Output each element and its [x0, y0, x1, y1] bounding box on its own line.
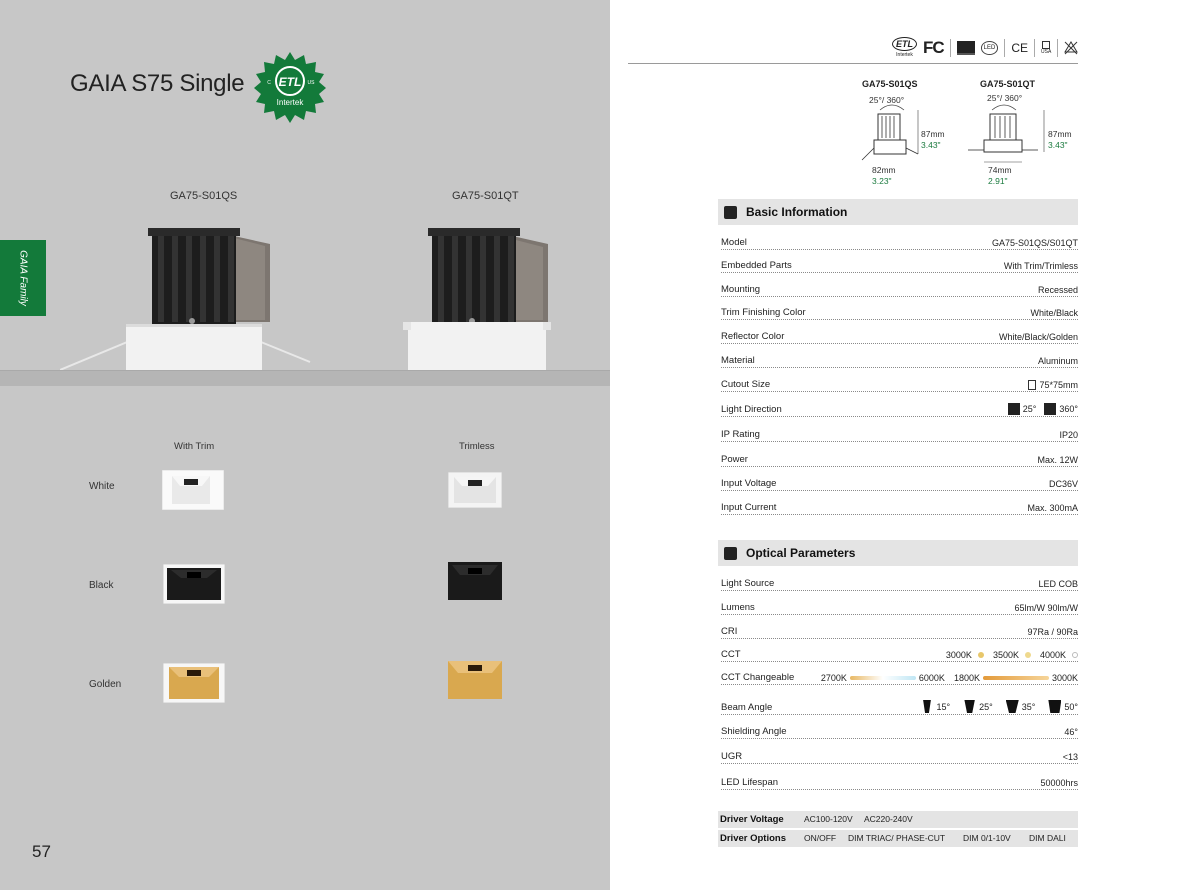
model-label-qs: GA75-S01QS — [170, 190, 238, 202]
driver-options-row: Driver Options ON/OFF DIM TRIAC/ PHASE-CUT DIM 0/1-10V DIM DALI — [718, 830, 1078, 847]
product-photo-with-trim — [60, 222, 320, 392]
cct-3500k-dot — [1025, 652, 1031, 658]
dim-width-qs: 82mm 3.23" — [872, 165, 896, 186]
spec-row-reflector-color: Reflector Color White/Black/Golden — [721, 326, 1078, 344]
optical-parameters-header: Optical Parameters — [718, 540, 1078, 566]
spec-row-shielding-angle: Shielding Angle 46° — [721, 721, 1078, 739]
cert-divider — [1004, 39, 1005, 57]
cct-gradient-bar — [850, 676, 916, 680]
spec-row-light-direction: Light Direction 25° 360° — [721, 399, 1078, 417]
family-tab[interactable] — [0, 240, 46, 316]
dim-angle-qt: 25°/ 360° — [987, 93, 1023, 103]
cert-divider — [1057, 39, 1058, 57]
spec-row-ip-rating: IP Rating IP20 — [721, 424, 1078, 442]
tilt-icon — [1008, 403, 1020, 415]
spec-row-led-lifespan: LED Lifespan 50000hrs — [721, 772, 1078, 790]
spec-row-input-current: Input Current Max. 300mA — [721, 497, 1078, 515]
fcc-cert-icon: FC — [923, 38, 944, 57]
spec-row-embedded-parts: Embedded Parts With Trim/Trimless — [721, 255, 1078, 273]
beam-35-icon — [1006, 700, 1019, 713]
svg-text:US: US — [307, 80, 315, 86]
dim-height-qs: 87mm 3.43" — [921, 129, 945, 150]
cct-4000k-dot — [1072, 652, 1078, 658]
spec-row-mounting: Mounting Recessed — [721, 279, 1078, 297]
dim-angle-qs: 25°/ 360° — [869, 95, 905, 105]
spec-row-input-voltage: Input Voltage DC36V — [721, 473, 1078, 491]
spec-row-cct-changeable: CCT Changeable 2700K 6000K 1800K 3000K — [721, 667, 1078, 685]
spec-row-cri: CRI 97Ra / 90Ra — [721, 621, 1078, 639]
spec-row-lumens: Lumens 65lm/W 90lm/W — [721, 597, 1078, 615]
spec-row-cct: CCT 3000K 3500K 4000K — [721, 644, 1078, 662]
dimmable-cert-icon — [957, 41, 975, 55]
driver-voltage-row: Driver Voltage AC100-120V AC220-240V — [718, 811, 1078, 828]
swatch-golden-trimless[interactable] — [448, 661, 502, 699]
info-icon — [724, 206, 737, 219]
basic-information-header: Basic Information — [718, 199, 1078, 225]
usa-cert-icon: USA — [1041, 41, 1051, 55]
cert-divider — [950, 39, 951, 57]
ce-cert-icon: CE — [1011, 41, 1029, 55]
spec-row-model: Model GA75-S01QS/S01QT — [721, 232, 1078, 250]
svg-text:Intertek: Intertek — [276, 98, 304, 107]
swatch-black-with-trim[interactable] — [163, 564, 225, 604]
beam-25-icon — [963, 700, 976, 713]
spec-sheet-panel — [610, 0, 1200, 890]
spec-row-ugr: UGR <13 — [721, 746, 1078, 764]
dim-height-qt: 87mm 3.43" — [1048, 129, 1072, 150]
spec-row-trim-color: Trim Finishing Color White/Black — [721, 302, 1078, 320]
spec-row-power: Power Max. 12W — [721, 449, 1078, 467]
beam-15-icon — [921, 700, 934, 713]
swatch-white-with-trim[interactable] — [162, 470, 224, 510]
cct-3000k-dot — [978, 652, 984, 658]
dim-model-qs: GA75-S01QS — [862, 79, 918, 89]
light-icon — [724, 547, 737, 560]
model-label-qt: GA75-S01QT — [452, 190, 519, 202]
spec-row-material: Material Aluminum — [721, 350, 1078, 368]
spec-row-beam-angle: Beam Angle 15° 25° 35° 50° — [721, 695, 1078, 715]
color-label-black: Black — [89, 580, 114, 591]
dimension-drawing-qs — [858, 104, 926, 164]
spec-row-light-source: Light Source LED COB — [721, 573, 1078, 591]
product-photo-trimless — [400, 222, 560, 392]
swatch-golden-with-trim[interactable] — [163, 663, 225, 703]
rotation-icon — [1044, 403, 1056, 415]
color-label-white: White — [89, 481, 115, 492]
spec-row-cutout-size: Cutout Size 75*75mm — [721, 374, 1078, 392]
cutout-icon — [1028, 380, 1036, 390]
page-title: GAIA S75 Single — [70, 70, 245, 97]
dimension-drawing-qt — [966, 104, 1052, 164]
etl-intertek-badge-icon — [253, 50, 327, 124]
no-insulation-contact-icon — [1064, 41, 1078, 55]
certification-row — [892, 36, 1078, 60]
swatch-white-trimless[interactable] — [448, 472, 502, 508]
svg-text:ETL: ETL — [278, 75, 302, 89]
swatch-black-trimless[interactable] — [448, 562, 502, 600]
variant-head-trimless: Trimless — [459, 441, 495, 452]
header-divider — [628, 63, 1078, 64]
cert-divider — [1034, 39, 1035, 57]
etl-cert-icon: ETL Intertek — [892, 37, 917, 59]
svg-text:C: C — [267, 80, 271, 86]
beam-50-icon — [1048, 700, 1061, 713]
family-tab-label: GAIA Family — [17, 250, 29, 306]
ceiling-plane — [0, 370, 610, 386]
dim-model-qt: GA75-S01QT — [980, 79, 1036, 89]
page-number: 57 — [32, 842, 51, 861]
color-label-golden: Golden — [89, 679, 122, 690]
dim-width-qt: 74mm 2.91" — [988, 165, 1012, 186]
led-cert-icon: LED — [981, 41, 999, 55]
dim-to-warm-gradient-bar — [983, 676, 1049, 680]
variant-head-with-trim: With Trim — [174, 441, 215, 452]
